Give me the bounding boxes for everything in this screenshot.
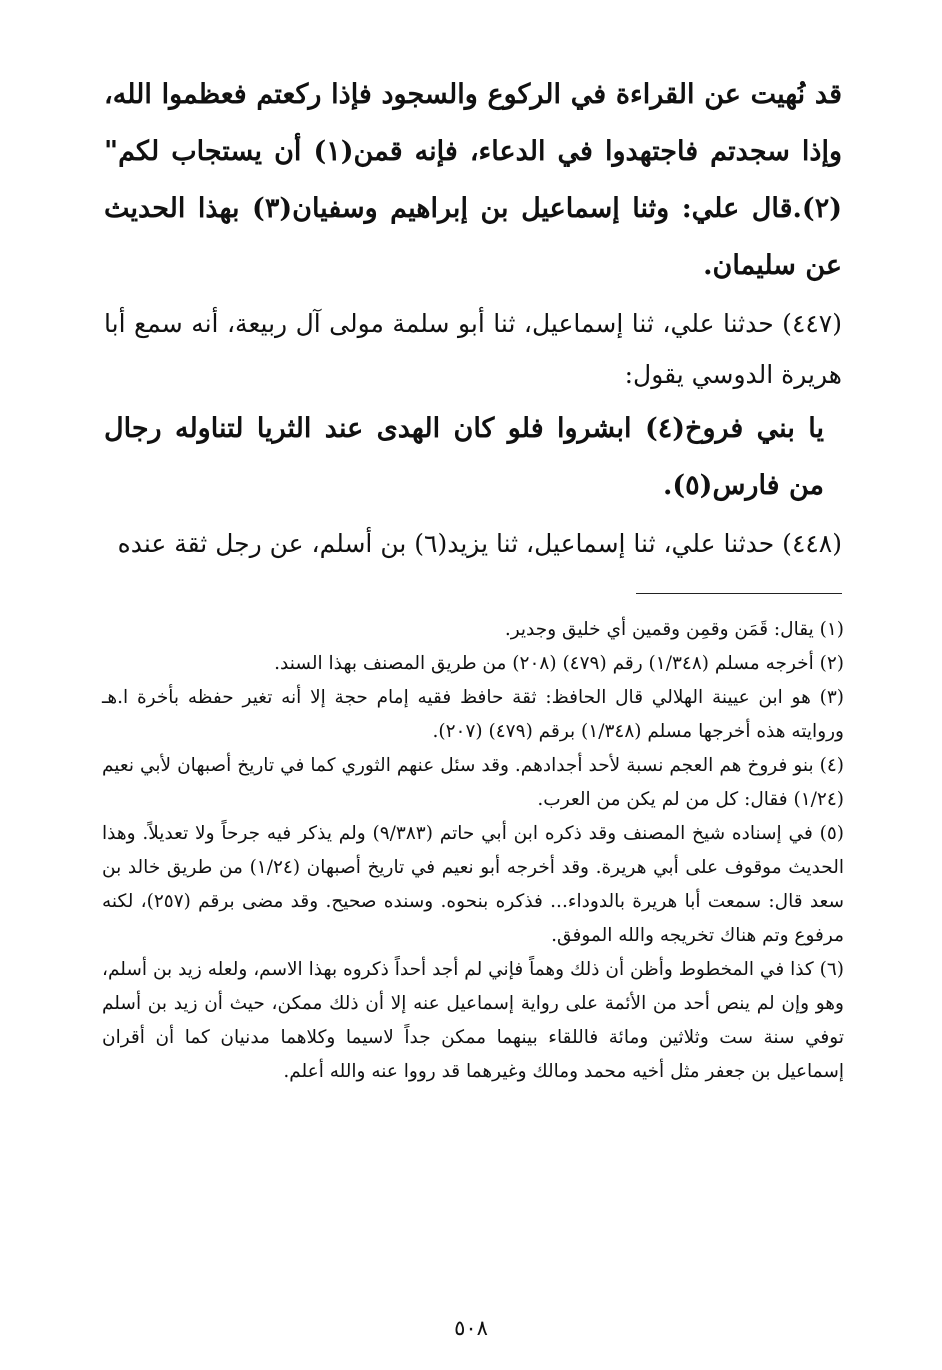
hadith-quote-prayer: قد نُهيت عن القراءة في الركوع والسجود فإذا ركعتم فعظموا الله، وإذا سجدتم فاجتهدوا في الدعاء، فإنه قمن(١) أن يستجاب لكم"(٢).قال علي: وثنا إسماعيل بن إبراهيم وسفيان(٣) بهذا الحديث عن سليمان. — [104, 79, 842, 281]
footnote-1: (١) يقال: قَمَن وقمِن وقمين أي خليق وجدير. — [504, 619, 844, 640]
footnote-5: (٥) في إسناده شيخ المصنف وقد ذكره ابن أبي حاتم (٩/٣٨٣) ولم يذكر فيه جرحاً ولا تعديلاً. وهذا الحديث موقوف على أبي هريرة. وقد أخرجه أبو نعيم في تاريخ أصبهان (١/٢٤) من طريق خالد بن سعد قال: سمعت أبا هريرة بالدوداء... فذكره بنحوه. وسنده صحيح. وقد مضى برقم (٢٥٧)، لكنه مرفوع وتم هناك تخريجه والله الموفق. — [102, 823, 844, 946]
footnote-separator — [636, 593, 842, 594]
narration-448: (٤٤٨) حدثنا علي، ثنا إسماعيل، ثنا يزيد(٦) بن أسلم، عن رجل ثقة عنده — [117, 529, 842, 558]
page-number: ٥٠٨ — [454, 1316, 488, 1340]
footnote-3: (٣) هو ابن عيينة الهلالي قال الحافظ: ثقة حافظ فقيه إمام حجة إلا أنه تغير حفظه بأخرة ا.هـ وروايته هذه أخرجها مسلم (١/٣٤٨) برقم (٤٧٩) (٢٠٧). — [102, 687, 844, 742]
footnote-4: (٤) بنو فروخ هم العجم نسبة لأحد أجدادهم. وقد سئل عنهم الثوري كما في تاريخ أصبهان لأبي نعيم (١/٢٤) فقال: كل من لم يكن من العرب. — [102, 755, 844, 810]
hadith-quote-persia: يا بني فروخ(٤) ابشروا فلو كان الهدى عند الثريا لتناوله رجال من فارس(٥). — [104, 413, 824, 501]
footnotes — [102, 613, 844, 1089]
main-text — [104, 66, 842, 569]
narration-447: (٤٤٧) حدثنا علي، ثنا إسماعيل، ثنا أبو سلمة مولى آل ربيعة، أنه سمع أبا هريرة الدوسي يقول: — [104, 309, 842, 389]
footnote-6: (٦) كذا في المخطوط وأظن أن ذلك وهماً فإني لم أجد أحداً ذكروه بهذا الاسم، ولعله زيد بن أسلم، وهو وإن لم ينص أحد من الأئمة على رواية إسماعيل عنه إلا أن ذلك ممكن، حيث أن زيد بن أسلم توفي سنة ست وثلاثين ومائة فاللقاء بينهما ممكن جداً لاسيما وكلاهما مدنيان كما أن أقران إسماعيل بن جعفر مثل أخيه محمد ومالك وغيرهما قد رووا عنه والله أعلم. — [102, 959, 844, 1082]
footnote-2: (٢) أخرجه مسلم (١/٣٤٨) رقم (٤٧٩) (٢٠٨) من طريق المصنف بهذا السند. — [274, 653, 844, 674]
